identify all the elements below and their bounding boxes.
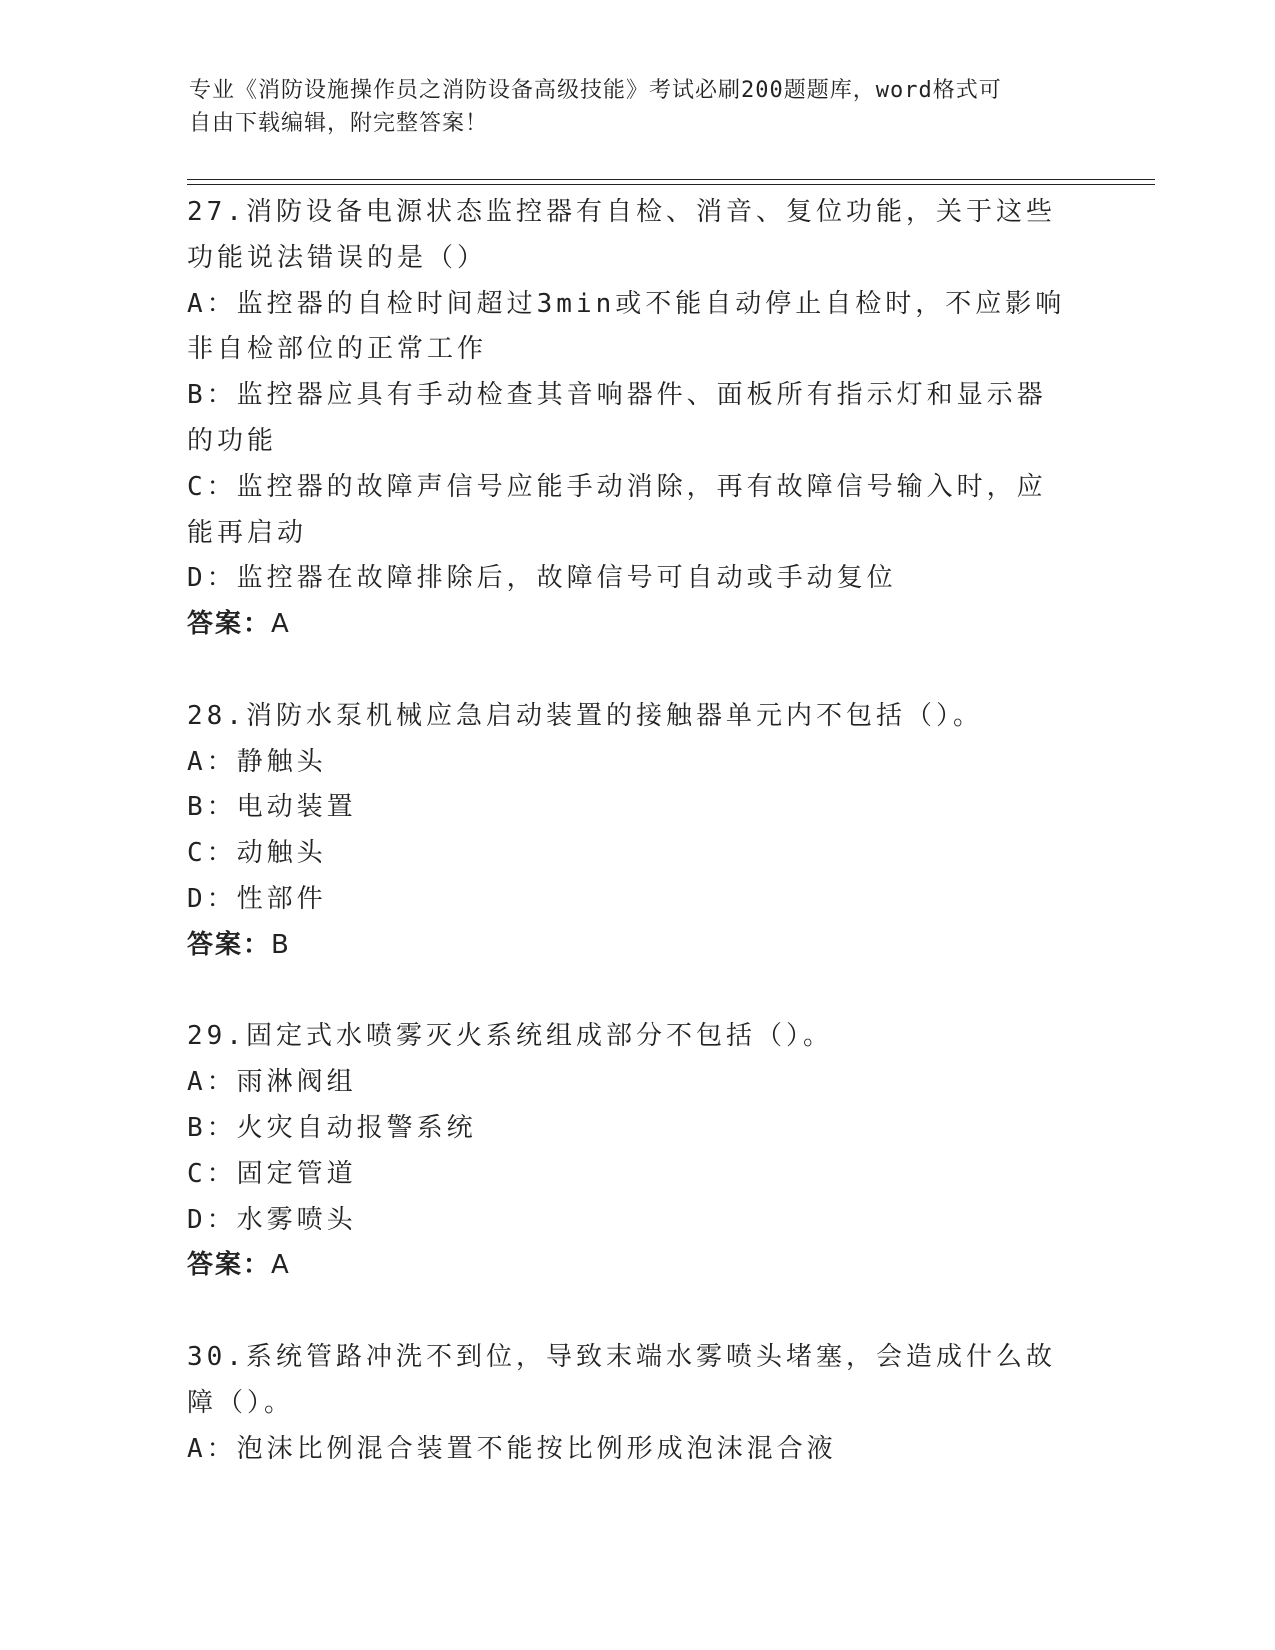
answer-value: A <box>271 1250 293 1281</box>
question-stem: 29.固定式水喷雾灭火系统组成部分不包括（）。 <box>187 1021 833 1052</box>
question-stem: 30.系统管路冲洗不到位，导致末端水雾喷头堵塞，会造成什么故障（）。 <box>187 1341 1056 1418</box>
option-d: D：性部件 <box>187 883 327 914</box>
question-stem: 27.消防设备电源状态监控器有自检、消音、复位功能，关于这些功能说法错误的是（） <box>187 197 1056 273</box>
option-a: A：雨淋阀组 <box>187 1067 357 1098</box>
option-d: D：监控器在故障排除后，故障信号可自动或手动复位 <box>187 563 897 594</box>
answer-label: 答案： <box>187 609 272 640</box>
option-c: C：监控器的故障声信号应能手动消除，再有故障信号输入时，应能再启动 <box>187 471 1047 548</box>
option-a: A：静触头 <box>187 746 327 777</box>
question-28 <box>187 694 1067 969</box>
question-stem: 28.消防水泵机械应急启动装置的接触器单元内不包括（）。 <box>187 700 983 731</box>
option-c: C：动触头 <box>187 838 327 869</box>
option-b: B：监控器应具有手动检查其音响器件、面板所有指示灯和显示器的功能 <box>187 380 1047 456</box>
header-divider-top <box>187 179 1155 180</box>
answer-value: B <box>271 929 293 960</box>
answer-value: A <box>271 609 293 640</box>
option-b: B：电动装置 <box>187 792 357 823</box>
answer-line <box>187 923 1067 969</box>
header-divider-bottom <box>187 184 1155 185</box>
answer-line <box>187 602 1067 648</box>
option-d: D：水雾喷头 <box>187 1204 357 1235</box>
question-list <box>187 190 1067 1518</box>
answer-label: 答案： <box>187 929 272 960</box>
option-a: A：泡沫比例混合装置不能按比例形成泡沫混合液 <box>187 1433 837 1464</box>
question-27 <box>187 190 1067 648</box>
answer-line <box>187 1243 1067 1289</box>
option-c: C：固定管道 <box>187 1158 357 1189</box>
answer-label: 答案： <box>187 1250 272 1281</box>
document-header <box>189 74 1069 140</box>
header-line-2: 自由下载编辑，附完整答案！ <box>189 111 489 136</box>
question-30 <box>187 1335 1067 1472</box>
option-b: B：火灾自动报警系统 <box>187 1112 477 1143</box>
option-a: A：监控器的自检时间超过3min或不能自动停止自检时，不应影响非自检部位的正常工作 <box>187 288 1066 365</box>
question-29 <box>187 1014 1067 1289</box>
header-line-1: 专业《消防设施操作员之消防设备高级技能》考试必刷200题题库，word格式可 <box>189 78 1002 103</box>
